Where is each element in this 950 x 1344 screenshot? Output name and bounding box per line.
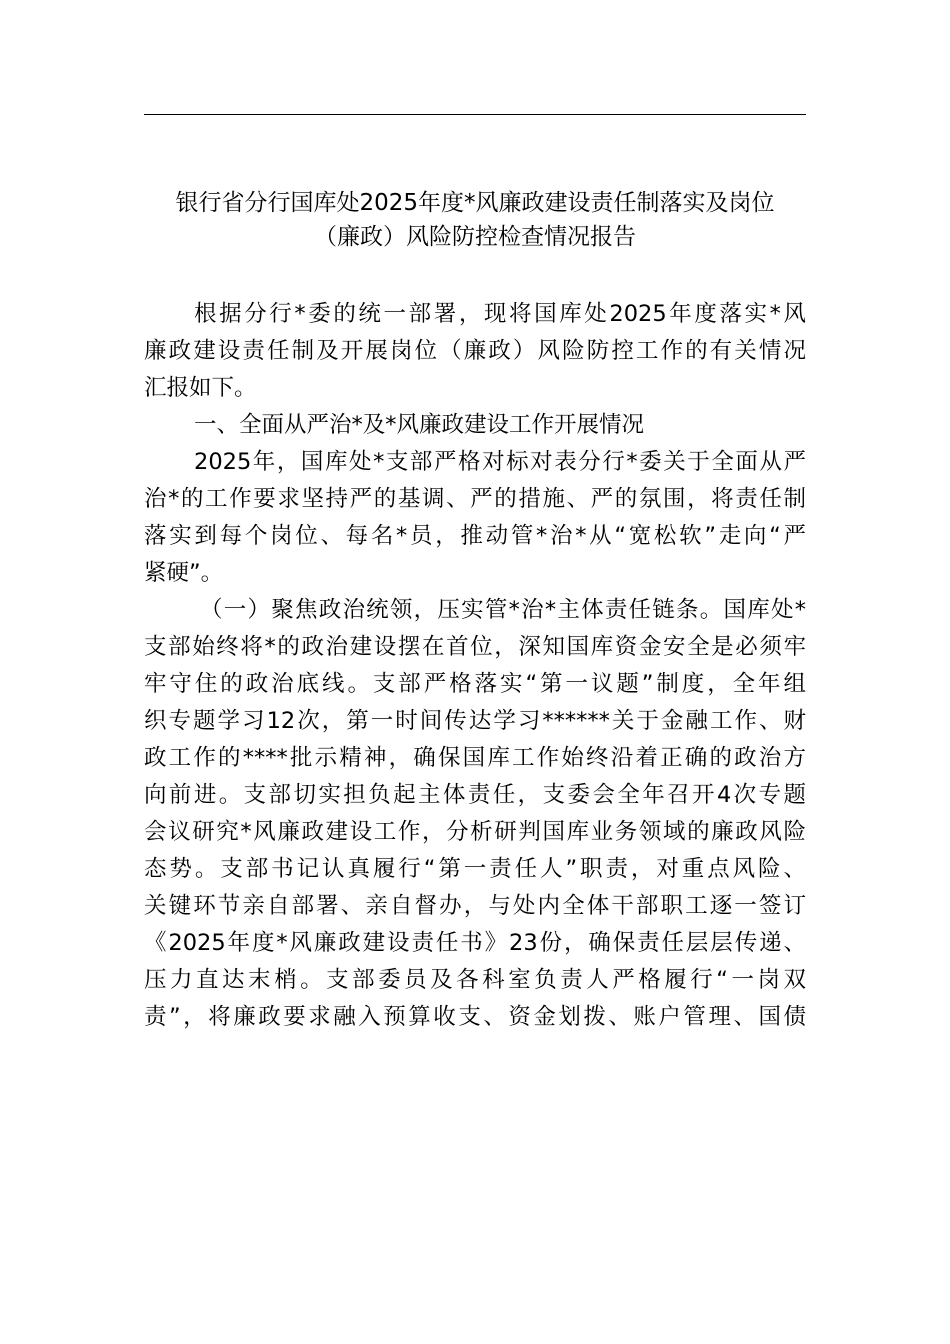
subsection-paragraph-line: 态势。支部书记认真履行“第一责任人”职责，对重点风险、 xyxy=(144,856,806,882)
subsection-paragraph-line: 牢守住的政治底线。支部严格落实“第一议题”制度，全年组 xyxy=(144,671,806,697)
subsection-paragraph-line: 政工作的****批示精神，确保国库工作始终沿着正确的政治方 xyxy=(144,745,806,771)
title-line-2: （廉政）风险防控检查情况报告 xyxy=(314,224,636,250)
section-heading: 一、全面从严治*及*风廉政建设工作开展情况 xyxy=(194,412,645,438)
document-title xyxy=(144,186,806,254)
subsection-paragraph-line: 压力直达末梢。支部委员及各科室负责人严格履行“一岗双 xyxy=(144,967,806,993)
intro-paragraph-line: 廉政建设责任制及开展岗位（廉政）风险防控工作的有关情况 xyxy=(144,338,806,364)
section-paragraph-line: 治*的工作要求坚持严的基调、严的措施、严的氛围，将责任制 xyxy=(144,486,806,512)
header-rule xyxy=(144,114,806,115)
subsection-paragraph-line: 织专题学习12次，第一时间传达学习******关于金融工作、财 xyxy=(144,708,806,734)
intro-paragraph-line: 汇报如下。 xyxy=(144,375,257,401)
section-paragraph-line: 紧硬”。 xyxy=(144,560,224,586)
document-body xyxy=(144,296,806,1036)
subsection-paragraph-line: 《2025年度*风廉政建设责任书》23份，确保责任层层传递、 xyxy=(144,930,806,956)
subsection-paragraph-line: 会议研究*风廉政建设工作，分析研判国库业务领域的廉政风险 xyxy=(144,819,806,845)
subsection-paragraph-line: 支部始终将*的政治建设摆在首位，深知国库资金安全是必须牢 xyxy=(144,634,806,660)
section-paragraph-line: 2025年，国库处*支部严格对标对表分行*委关于全面从严 xyxy=(194,449,806,475)
title-line-1: 银行省分行国库处2025年度*风廉政建设责任制落实及岗位 xyxy=(175,190,775,216)
intro-paragraph-line: 根据分行*委的统一部署，现将国库处2025年度落实*风 xyxy=(194,301,806,327)
subsection-paragraph-line: 向前进。支部切实担负起主体责任，支委会全年召开4次专题 xyxy=(144,782,806,808)
section-paragraph-line: 落实到每个岗位、每名*员，推动管*治*从“宽松软”走向“严 xyxy=(144,523,806,549)
subsection-paragraph-line: 关键环节亲自部署、亲自督办，与处内全体干部职工逐一签订 xyxy=(144,893,806,919)
subsection-paragraph-line: （一）聚焦政治统领，压实管*治*主体责任链条。国库处* xyxy=(200,597,806,623)
subsection-paragraph-line: 责”，将廉政要求融入预算收支、资金划拨、账户管理、国债 xyxy=(144,1004,806,1030)
